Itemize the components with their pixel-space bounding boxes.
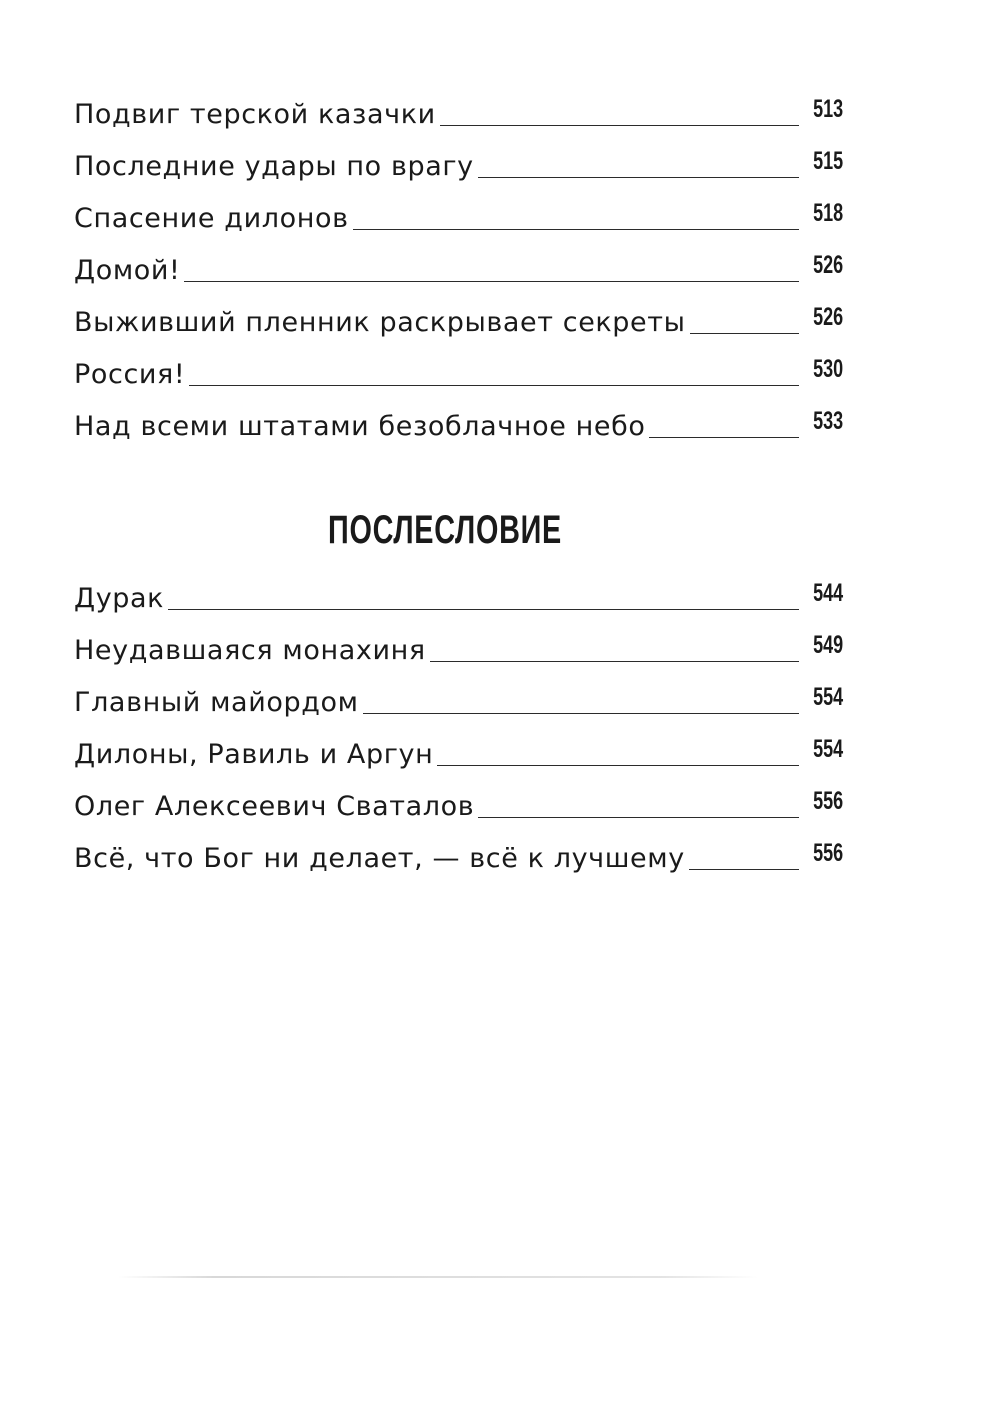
toc-entry-page: 515 [813,147,844,175]
toc-leader-line [440,125,799,126]
toc-entry-page: 526 [813,251,844,279]
toc-entry [74,774,844,826]
toc-entry [74,394,844,446]
toc-entry-title: Выживший пленник раскрывает секреты [74,307,686,338]
toc-entry-title: Дилоны, Равиль и Аргун [74,739,434,770]
toc-leader-line [437,765,799,766]
toc-leader-line [478,817,799,818]
toc-leader-line [363,713,799,714]
toc-entry-page: 556 [813,839,844,867]
afterword-heading: ПОСЛЕСЛОВИЕ [328,508,562,552]
toc-entry-title: Последние удары по врагу [74,151,474,182]
toc-leader-line [689,869,799,870]
toc-leader-line [168,609,799,610]
toc-entry-title: Главный майордом [74,687,359,718]
toc-entry [74,134,844,186]
toc-entry [74,618,844,670]
toc-entry-title: Россия! [74,359,186,390]
toc-entry [74,722,844,774]
toc-entry [74,238,844,290]
toc-entry-title: Неудавшаяся монахиня [74,635,426,666]
toc-leader-line [184,281,799,282]
toc-entry [74,186,844,238]
scan-artifact-line [118,1276,758,1278]
toc-entry [74,82,844,134]
toc-entry [74,566,844,618]
toc-entry [74,826,844,878]
toc-list-afterword [74,566,844,878]
toc-entry-title: Дурак [74,583,165,614]
toc-leader-line [649,437,799,438]
toc-entry-title: Олег Алексеевич Сваталов [74,791,475,822]
toc-entry-page: 544 [813,579,844,607]
toc-entry-page: 554 [813,683,844,711]
toc-entry-title: Спасение дилонов [74,203,349,234]
toc-entry-title: Над всеми штатами безоблачное небо [74,411,646,442]
toc-entry-page: 530 [813,355,844,383]
toc-list-main [74,82,844,446]
toc-leader-line [430,661,799,662]
toc-entry-page: 549 [813,631,844,659]
toc-entry [74,342,844,394]
toc-entry-page: 526 [813,303,844,331]
toc-leader-line [353,229,799,230]
toc-leader-line [478,177,799,178]
toc-entry-page: 513 [813,95,844,123]
toc-entry-page: 518 [813,199,844,227]
toc-entry-title: Подвиг терской казачки [74,99,436,130]
toc-entry [74,290,844,342]
toc-entry-title: Домой! [74,255,181,286]
toc-entry-page: 554 [813,735,844,763]
toc-entry [74,670,844,722]
toc-leader-line [690,333,799,334]
toc-entry-page: 533 [813,407,844,435]
toc-entry-page: 556 [813,787,844,815]
toc-leader-line [189,385,799,386]
toc-entry-title: Всё, что Бог ни делает, — всё к лучшему [74,843,685,874]
